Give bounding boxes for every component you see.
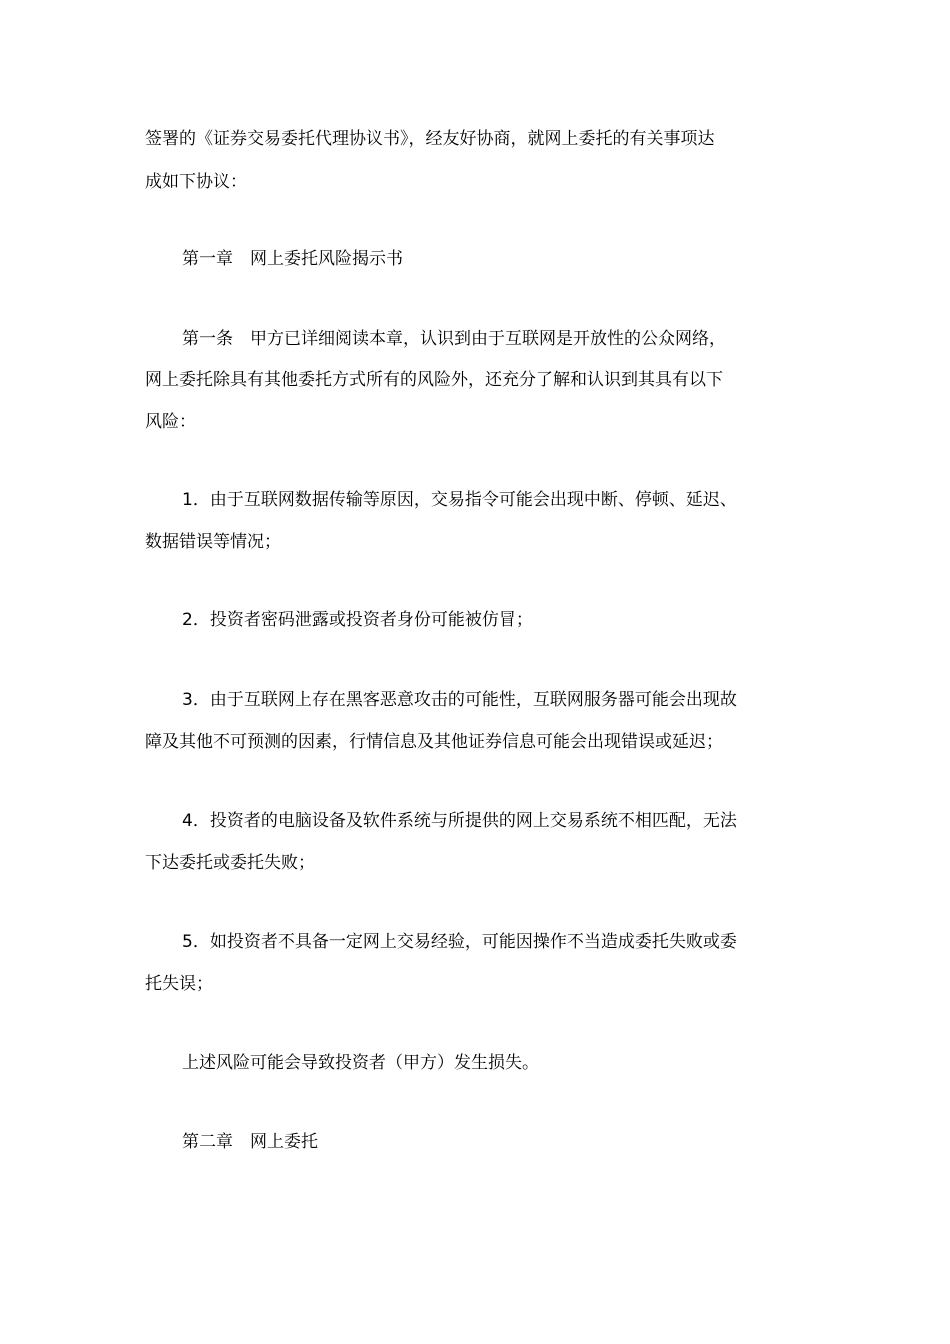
risk-item-5-line-2: 托失误； (145, 974, 213, 994)
risk-item-3-line-1: 3．由于互联网上存在黑客恶意攻击的可能性，互联网服务器可能会出现故 (182, 690, 737, 710)
risk-item-4-line-1: 4．投资者的电脑设备及软件系统与所提供的网上交易系统不相匹配，无法 (182, 811, 737, 831)
risk-item-1-line-1: 1．由于互联网数据传输等原因，交易指令可能会出现中断、停顿、延迟、 (182, 490, 737, 510)
risk-item-2: 2．投资者密码泄露或投资者身份可能被仿冒； (182, 610, 533, 630)
article-1-line-1: 第一条 甲方已详细阅读本章，认识到由于互联网是开放性的公众网络， (182, 329, 726, 349)
intro-line-1: 签署的《证券交易委托代理协议书》，经友好协商，就网上委托的有关事项达 (145, 129, 715, 149)
chapter-2-heading: 第二章 网上委托 (182, 1132, 318, 1152)
risk-item-5-line-1: 5．如投资者不具备一定网上交易经验，可能因操作不当造成委托失败或委 (182, 932, 737, 952)
risk-item-3-line-2: 障及其他不可预测的因素，行情信息及其他证券信息可能会出现错误或延迟； (145, 732, 723, 752)
chapter-1-heading: 第一章 网上委托风险揭示书 (182, 249, 403, 269)
risk-item-4-line-2: 下达委托或委托失败； (145, 853, 315, 873)
article-1-line-2: 网上委托除具有其他委托方式所有的风险外，还充分了解和认识到其具有以下 (145, 370, 723, 390)
article-1-line-3: 风险： (145, 412, 196, 432)
intro-line-2: 成如下协议： (145, 172, 247, 192)
risk-item-1-line-2: 数据错误等情况； (145, 532, 281, 552)
risk-summary: 上述风险可能会导致投资者（甲方）发生损失。 (182, 1053, 539, 1073)
